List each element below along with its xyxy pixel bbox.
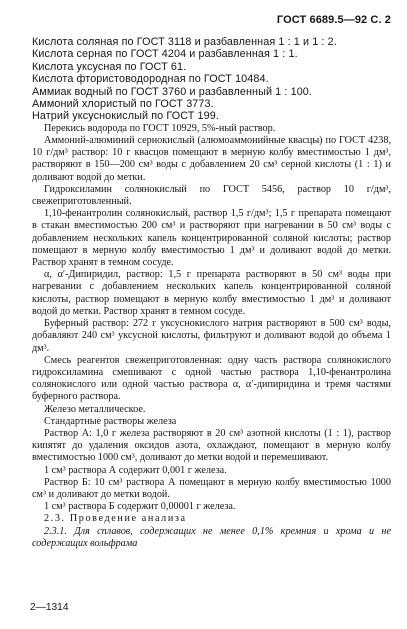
paragraph-phenanthroline: 1,10-фенантролин солянокислый, раствор 1,5 г/дм³; 1,5 г препарата помещают в стакан вместимостью 200 см³ и растворяют при нагревании в 50 см³ воды с добавлением нескольких капель концентрированной соляной кислоты; раствор помещают в мерную колбу вместимостью 1 дм³ и доливают водой до метки. Раствор хранят в темном сосуде.	[32, 208, 391, 269]
paragraph-solution-a-content: 1 см³ раствора А содержит 0,001 г железа.	[44, 464, 227, 476]
paragraph-solution-b-content: 1 см³ раствора Б содержит 0,00001 г железа.	[44, 501, 236, 513]
paragraph-solution-b: Раствор Б: 10 см³ раствора А помещают в мерную колбу вместимостью 1000 см³ и доливают до метки водой.	[32, 476, 391, 500]
paragraph-buffer: Буферный раствор: 272 г уксуснокислого натрия растворяют в 500 см³ воды, добавляют 240 см³ уксусной кислоты, фильтруют и доливают водой до объема 1 дм³.	[32, 318, 391, 354]
paragraph-dipyridyl: α, α′-Дипиридил, раствор: 1,5 г препарата растворяют в 50 см³ воды при нагревании с добавлением нескольких капель концентрированной соляной кислоты, раствор помещают в мерную колбу вместимостью 1 дм³ и доливают водой до метки. Раствор хранят в темном сосуде.	[32, 269, 391, 317]
paragraph-standard-solutions: Стандартные растворы железа	[44, 415, 177, 427]
paragraph-alum: Аммоний-алюминий сернокислый (алюмоаммонийные квасцы) по ГОСТ 4238, 10 г/дм³ раствор: 10 г квасцов помещают в мерную колбу вместимостью 1 дм³, растворяют в 150—200 см³ воды с добавлением 20 см³ серной кислоты (1 : 1) и доливают водой до метки.	[32, 135, 391, 183]
paragraph-subsection: 2.3.1. Для сплавов, содержащих не менее 0,1% кремния и хрома и не содержащих вольфрама	[32, 525, 391, 549]
reagent-line: Аммиак водный по ГОСТ 3760 и разбавленный 1 : 100.	[32, 85, 312, 98]
reagent-line: Кислота уксусная по ГОСТ 61.	[32, 60, 187, 73]
reagent-line: Натрий уксуснокислый по ГОСТ 199.	[32, 110, 219, 123]
document-body	[32, 36, 391, 550]
reagent-line: Кислота соляная по ГОСТ 3118 и разбавленная 1 : 1 и 1 : 2.	[32, 36, 337, 48]
reagent-line: Аммоний хлористый по ГОСТ 3773.	[32, 98, 214, 111]
page-code: 2—1314	[30, 602, 69, 613]
section-heading-analysis: 2.3. Проведение анализа	[44, 513, 187, 525]
paragraph-hydroxylamine: Гидроксиламин солянокислый по ГОСТ 5456, раствор 10 г/дм³, свежеприготовленный.	[32, 183, 391, 208]
paragraph-hydrogen-peroxide: Перекись водорода по ГОСТ 10929, 5%-ный раствор.	[44, 122, 276, 134]
paragraph-solution-a: Раствор А: 1,0 г железа растворяют в 20 см³ азотной кислоты (1 : 1), раствор кипятят до удаления оксидов азота, охлаждают, помещают в мерную колбу вместимостью 1000 см³, доливают до метки водой и перемешивают.	[32, 427, 391, 464]
paragraph-iron-metal: Железо металлическое.	[44, 403, 146, 415]
reagent-line: Кислота фтористоводородная по ГОСТ 10484.	[32, 73, 269, 86]
standard-header: ГОСТ 6689.5—92 С. 2	[276, 14, 391, 26]
paragraph-reagent-mixture: Смесь реагентов свежеприготовленная: одну часть раствора солянокислого гидроксиламина смешивают с одной частью раствора 1,10-фенантролина солянокислого или одной частью раствора α, α′-дипиридина и тремя частями буферного раствора.	[32, 354, 391, 403]
reagent-line: Кислота серная по ГОСТ 4204 и разбавленная 1 : 1.	[32, 48, 298, 61]
